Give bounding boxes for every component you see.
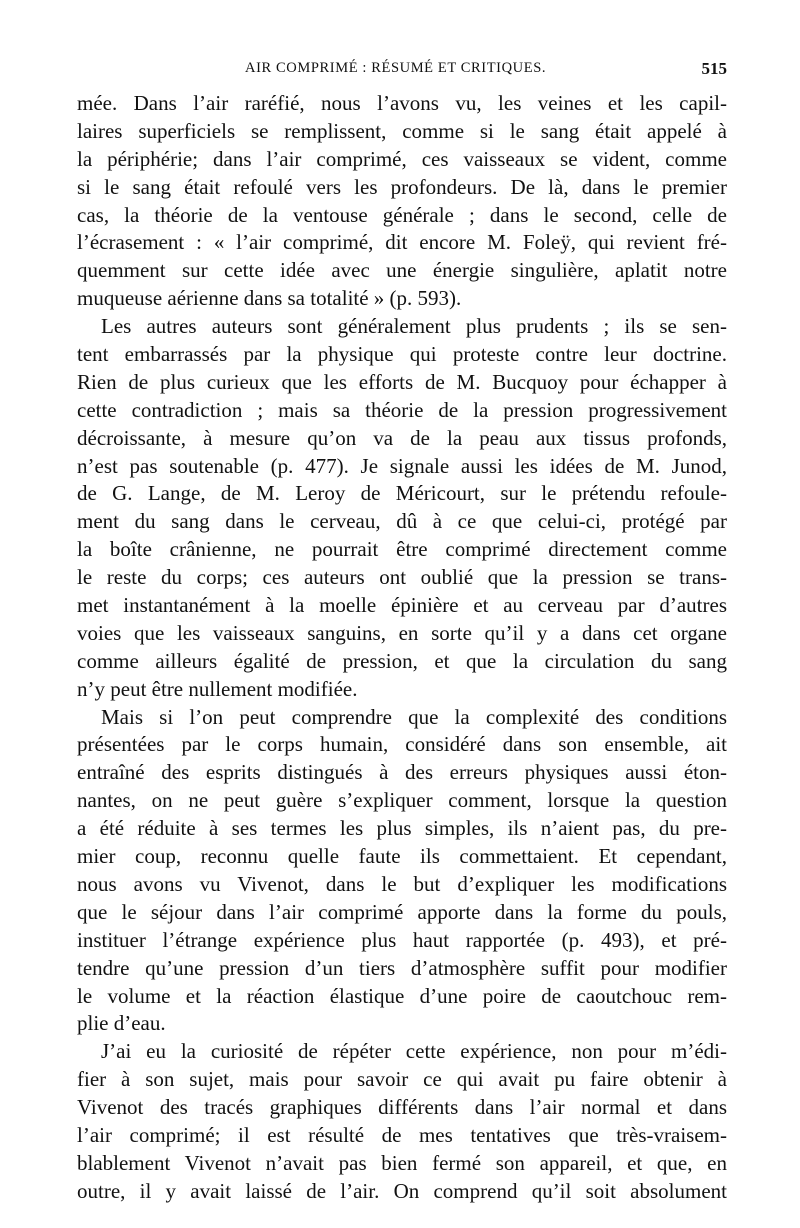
text-line: quemment sur cette idée avec une énergie singulière, aplatit notre xyxy=(77,258,727,283)
text-line: tent embarrassés par la physique qui proteste contre leur doctrine. xyxy=(77,342,727,367)
text-line: que le séjour dans l’air comprimé apporte dans la forme du pouls, xyxy=(77,899,727,924)
text-line: l’écrasement : « l’air comprimé, dit encore M. Foleÿ, qui revient fré- xyxy=(77,230,727,255)
paragraph xyxy=(77,1038,727,1205)
text-line: outre, il y avait laissé de l’air. On comprend qu’il soit absolument xyxy=(77,1178,727,1203)
text-line: l’air comprimé; il est résulté de mes tentatives que très-vraisem- xyxy=(77,1122,727,1147)
text-line: le volume et la réaction élastique d’une poire de caoutchouc rem- xyxy=(77,983,727,1008)
text-line: plie d’eau. xyxy=(77,1011,166,1036)
text-line: n’est pas soutenable (p. 477). Je signale aussi les idées de M. Junod, xyxy=(77,453,727,478)
page-number: 515 xyxy=(701,59,727,78)
text-line: nantes, on ne peut guère s’expliquer comment, lorsque la question xyxy=(77,788,727,813)
text-line: mier coup, reconnu quelle faute ils commettaient. Et cependant, xyxy=(77,844,727,869)
text-line: a été réduite à ses termes les plus simples, ils n’aient pas, du pre- xyxy=(77,816,727,841)
text-line: n’y peut être nullement modifiée. xyxy=(77,676,358,701)
text-line: la périphérie; dans l’air comprimé, ces vaisseaux se vident, comme xyxy=(77,146,727,171)
text-line: décroissante, à mesure qu’on va de la peau aux tissus profonds, xyxy=(77,425,727,450)
text-line: Rien de plus curieux que les efforts de M. Bucquoy pour échapper à xyxy=(77,369,727,394)
text-line: mée. Dans l’air raréfié, nous l’avons vu, les veines et les capil- xyxy=(77,91,727,115)
text-line: la boîte crânienne, ne pourrait être comprimé directement comme xyxy=(77,537,727,562)
text-line: le reste du corps; ces auteurs ont oublié que la pression se trans- xyxy=(77,565,727,590)
text-line: voies que les vaisseaux sanguins, en sorte qu’il y a dans cet organe xyxy=(77,620,727,645)
paragraph xyxy=(77,90,727,313)
text-line: entraîné des esprits distingués à des erreurs physiques aussi éton- xyxy=(77,760,727,785)
text-line: si le sang était refoulé vers les profondeurs. De là, dans le premier xyxy=(77,174,727,199)
text-line: laires superficiels se remplissent, comme si le sang était appelé à xyxy=(77,118,727,143)
text-line: présentées par le corps humain, considéré dans son ensemble, ait xyxy=(77,732,727,757)
text-line: ment du sang dans le cerveau, dû à ce que celui-ci, protégé par xyxy=(77,509,727,534)
text-line: J’ai eu la curiosité de répéter cette expérience, non pour m’édi- xyxy=(101,1039,727,1064)
paragraph xyxy=(77,313,727,703)
text-line: de G. Lange, de M. Leroy de Méricourt, sur le prétendu refoule- xyxy=(77,481,727,506)
text-line: instituer l’étrange expérience plus haut rapportée (p. 493), et pré- xyxy=(77,927,727,952)
text-line: comme ailleurs égalité de pression, et que la circulation du sang xyxy=(77,648,727,673)
text-line: muqueuse aérienne dans sa totalité » (p. 593). xyxy=(77,286,462,311)
text-line: fier à son sujet, mais pour savoir ce qui avait pu faire obtenir à xyxy=(77,1067,727,1092)
text-line: met instantanément à la moelle épinière et au cerveau par d’autres xyxy=(77,593,727,618)
text-line: Mais si l’on peut comprendre que la complexité des conditions xyxy=(101,704,727,729)
text-line: cette contradiction ; mais sa théorie de la pression progressivement xyxy=(77,397,727,422)
running-head xyxy=(77,60,727,84)
body-text xyxy=(77,90,727,1206)
paragraph xyxy=(77,704,727,1039)
text-line: nous avons vu Vivenot, dans le but d’expliquer les modifications xyxy=(77,871,727,896)
text-line: Vivenot des tracés graphiques différents dans l’air normal et dans xyxy=(77,1095,727,1120)
text-line: cas, la théorie de la ventouse générale ; dans le second, celle de xyxy=(77,202,727,227)
running-title: AIR COMPRIMÉ : RÉSUMÉ ET CRITIQUES. xyxy=(245,60,547,76)
text-line: tendre qu’une pression d’un tiers d’atmosphère suffit pour modifier xyxy=(77,955,727,980)
text-line: Les autres auteurs sont généralement plus prudents ; ils se sen- xyxy=(101,314,727,339)
text-line: blablement Vivenot n’avait pas bien fermé son appareil, et que, en xyxy=(77,1150,727,1175)
